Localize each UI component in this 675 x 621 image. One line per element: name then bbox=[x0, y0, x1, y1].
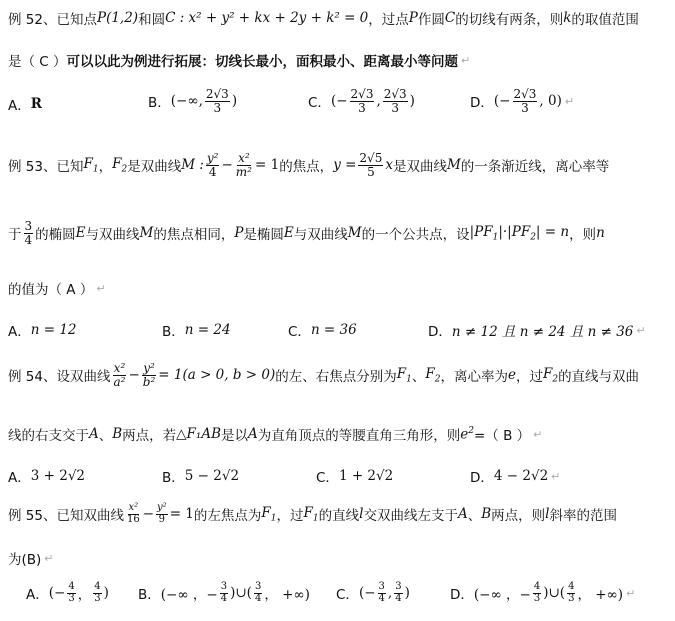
text: 是椭圆 bbox=[243, 227, 284, 244]
text: 与双曲线 bbox=[85, 227, 140, 244]
option-value: 3 + 2√2 bbox=[30, 468, 86, 484]
option-label: A． bbox=[8, 324, 31, 340]
option-label: B． bbox=[162, 324, 185, 340]
ex52-line2 bbox=[8, 50, 669, 70]
ex52-option-b: B． (−∞, $\frac{2√3}{3}$ ) bbox=[148, 87, 238, 115]
ex54-option-c bbox=[316, 466, 393, 486]
paragraph-mark: ↵ bbox=[461, 53, 471, 67]
paragraph-mark: ↵ bbox=[564, 94, 575, 108]
text: 例 55、已知双曲线 bbox=[8, 508, 124, 524]
answer-text: 为(B) bbox=[8, 552, 42, 568]
text: 斜率的范围 bbox=[549, 508, 617, 524]
ex53-option-d bbox=[428, 320, 646, 340]
text: 例 52、已知点 bbox=[8, 12, 97, 28]
ex52-line1 bbox=[8, 8, 669, 28]
ex53-option-b bbox=[162, 320, 231, 340]
math-var: E bbox=[283, 225, 294, 242]
text: 交双曲线左支于 bbox=[363, 508, 458, 524]
ex53-line3 bbox=[8, 278, 669, 298]
math-var: e bbox=[507, 367, 516, 384]
text: 是双曲线 bbox=[127, 159, 182, 176]
ex55-option-a: A． (− $\frac{4}{3}$ ， $\frac{4}{3}$ ) bbox=[26, 581, 109, 604]
math-var: A bbox=[89, 426, 99, 442]
math-circle: C : x² + y² + kx + 2y + k² = 0 bbox=[165, 10, 369, 26]
math-var: M bbox=[139, 225, 154, 242]
paragraph-mark: ↵ bbox=[96, 281, 106, 295]
ex52-option-c: C． (− $\frac{2√3}{3}$ , $\frac{2√3}{3}$ ) bbox=[308, 87, 415, 115]
math-var: E bbox=[75, 225, 86, 242]
bold-text: 可以以此为例进行拓展：切线长最小，面积最小、距离最小等问题 bbox=[66, 54, 459, 70]
ex55-line2 bbox=[8, 548, 669, 568]
text: ，离心率为 bbox=[440, 369, 508, 386]
text: 例 53、已知 bbox=[8, 159, 84, 176]
ex53-line1: 例 53、已知 $F_1$ ， $F_2$ 是双曲线 M : $\frac{\text{y²}}{4}$ − $\frac{\text{x²}}{\text{m²}}$ = 1 的焦点， y = $\frac{2√5}{5}$ x 是双曲线 M 的一条渐近线，离心率等 bbox=[8, 151, 610, 179]
math-var: M bbox=[347, 225, 362, 242]
text: ，过 bbox=[515, 369, 543, 386]
text: 为直角顶点的等腰直角三角形，则 bbox=[257, 428, 461, 444]
math-triangle: △F₁AB bbox=[176, 426, 222, 442]
option-label: C． bbox=[308, 95, 331, 112]
option-label: D． bbox=[428, 324, 452, 340]
ex55-option-c: C． (− $\frac{3}{4}$ , $\frac{3}{4}$ ) bbox=[336, 581, 410, 604]
text: 的左、右焦点分别为 bbox=[275, 369, 397, 386]
ex52-option-a bbox=[8, 94, 42, 114]
math-var: M bbox=[446, 157, 461, 174]
text: 于 bbox=[8, 227, 22, 244]
math-var: l bbox=[545, 506, 550, 522]
ex55-option-b: B． (−∞ ，− $\frac{3}{4}$ )∪( $\frac{3}{4}$ ， +∞) bbox=[138, 581, 310, 604]
ex54-option-a bbox=[8, 466, 85, 486]
fraction: $\frac{2√3}{3}$ bbox=[205, 87, 229, 115]
text: ，过点 bbox=[368, 12, 409, 28]
text: 作圆 bbox=[417, 12, 445, 28]
text: 的一条渐近线，离心率等 bbox=[460, 159, 610, 176]
math-eq: = 1 bbox=[169, 506, 194, 522]
text: 两点，若 bbox=[122, 428, 177, 444]
text: 的一个公共点，设 bbox=[361, 227, 470, 244]
text: 例 54、设双曲线 bbox=[8, 369, 111, 386]
paragraph-mark: ↵ bbox=[44, 551, 54, 565]
math-var: B bbox=[112, 426, 123, 442]
option-value: 1 + 2√2 bbox=[338, 468, 394, 484]
option-label: D． bbox=[470, 470, 494, 486]
answer-text: =（ B ） bbox=[474, 428, 531, 444]
ex55-option-d: D． (−∞ ，− $\frac{4}{3}$ )∪( $\frac{4}{3}$ ， +∞) ↵ bbox=[450, 581, 636, 604]
paragraph-mark: ↵ bbox=[551, 469, 561, 483]
ex54-line2: 线的右支交于 A 、 B 两点，若 △F₁AB 是以 A 为直角顶点的等腰直角三角形，则 $e^2$ =（ B ） ↵ bbox=[8, 425, 543, 444]
option-value: n ≠ 12 且 n ≠ 24 且 n ≠ 36 bbox=[451, 324, 634, 340]
text: 的焦点相同， bbox=[153, 227, 235, 244]
ex54-line1: 例 54、设双曲线 $\frac{\text{x²}}{\text{a²}}$ − $\frac{\text{y²}}{\text{b²}}$ = 1(a > 0, b > 0) 的左、右焦点分别为 $F_1$ 、 $F_2$ ，离心率为 e ，过 $F_2$ 的直线与双曲 bbox=[8, 361, 640, 389]
text: ，过 bbox=[276, 508, 304, 524]
math-var: k bbox=[563, 10, 572, 26]
ex53-option-c bbox=[288, 320, 357, 340]
text: 和圆 bbox=[138, 12, 166, 28]
text: ，则 bbox=[569, 227, 597, 244]
text: 线的右支交于 bbox=[8, 428, 89, 444]
text: 的切线有两条，则 bbox=[455, 12, 564, 28]
answer-text: 的值为（ A ） bbox=[8, 282, 94, 298]
math-var: l bbox=[359, 506, 364, 522]
math-condition: = 1(a > 0, b > 0) bbox=[158, 367, 276, 384]
answer-text: 是（ C ） bbox=[8, 54, 67, 70]
ex53-option-a bbox=[8, 320, 77, 340]
option-value: 5 − 2√2 bbox=[184, 468, 240, 484]
text: 的取值范围 bbox=[571, 12, 639, 28]
option-value: n = 36 bbox=[310, 322, 357, 338]
ex53-line2: 于 $\frac{3}{4}$ 的椭圆 E 与双曲线 M 的焦点相同， P 是椭圆 E 与双曲线 M 的一个公共点，设 $|PF_1|\cdot|PF_2| = n$ ，则 n bbox=[8, 219, 605, 247]
paragraph-mark: ↵ bbox=[626, 586, 636, 600]
text: ， bbox=[98, 159, 113, 176]
option-value: n = 24 bbox=[184, 322, 231, 338]
option-label: A． bbox=[8, 470, 31, 486]
math-var: C bbox=[444, 10, 456, 26]
option-label: A． bbox=[26, 587, 49, 603]
option-label: D． bbox=[450, 587, 474, 603]
text: 两点，则 bbox=[491, 508, 546, 524]
option-value: n = 12 bbox=[30, 322, 77, 338]
text: 的直线 bbox=[318, 508, 360, 524]
option-label: C． bbox=[288, 324, 311, 340]
option-label: A． bbox=[8, 98, 31, 114]
option-label: B． bbox=[138, 587, 161, 603]
text: 与双曲线 bbox=[293, 227, 348, 244]
option-label: C． bbox=[336, 587, 359, 603]
math-var: A bbox=[248, 426, 258, 442]
option-value: 4 − 2√2 bbox=[493, 468, 549, 484]
ex54-option-b bbox=[162, 466, 239, 486]
text: 的焦点， bbox=[279, 159, 334, 176]
text: 的椭圆 bbox=[35, 227, 76, 244]
text: 是双曲线 bbox=[392, 159, 447, 176]
text: 是以 bbox=[221, 428, 249, 444]
ex54-option-d bbox=[470, 466, 560, 486]
option-value: R bbox=[30, 96, 42, 112]
ex52-option-d: D． (− $\frac{2√3}{3}$ , 0) ↵ bbox=[470, 87, 575, 115]
math-var: P bbox=[408, 10, 418, 26]
paragraph-mark: ↵ bbox=[533, 427, 543, 441]
option-label: B． bbox=[148, 95, 171, 112]
option-label: B． bbox=[162, 470, 185, 486]
ex55-line1: 例 55、已知双曲线 $\frac{\text{x²}}{16}$ − $\frac{\text{y²}}{9}$ = 1 的左焦点为 $F_1$ ，过 $F_1$ 的直线 l 交双曲线左支于 A 、 B 两点，则 l 斜率的范围 bbox=[8, 502, 617, 525]
text: 的左焦点为 bbox=[193, 508, 262, 524]
text: 的直线与双曲 bbox=[558, 369, 640, 386]
option-label: C． bbox=[316, 470, 339, 486]
option-label: D． bbox=[470, 95, 494, 112]
math-var: n bbox=[596, 225, 605, 242]
paragraph-mark: ↵ bbox=[636, 323, 646, 337]
math-point: P(1,2) bbox=[96, 10, 139, 26]
